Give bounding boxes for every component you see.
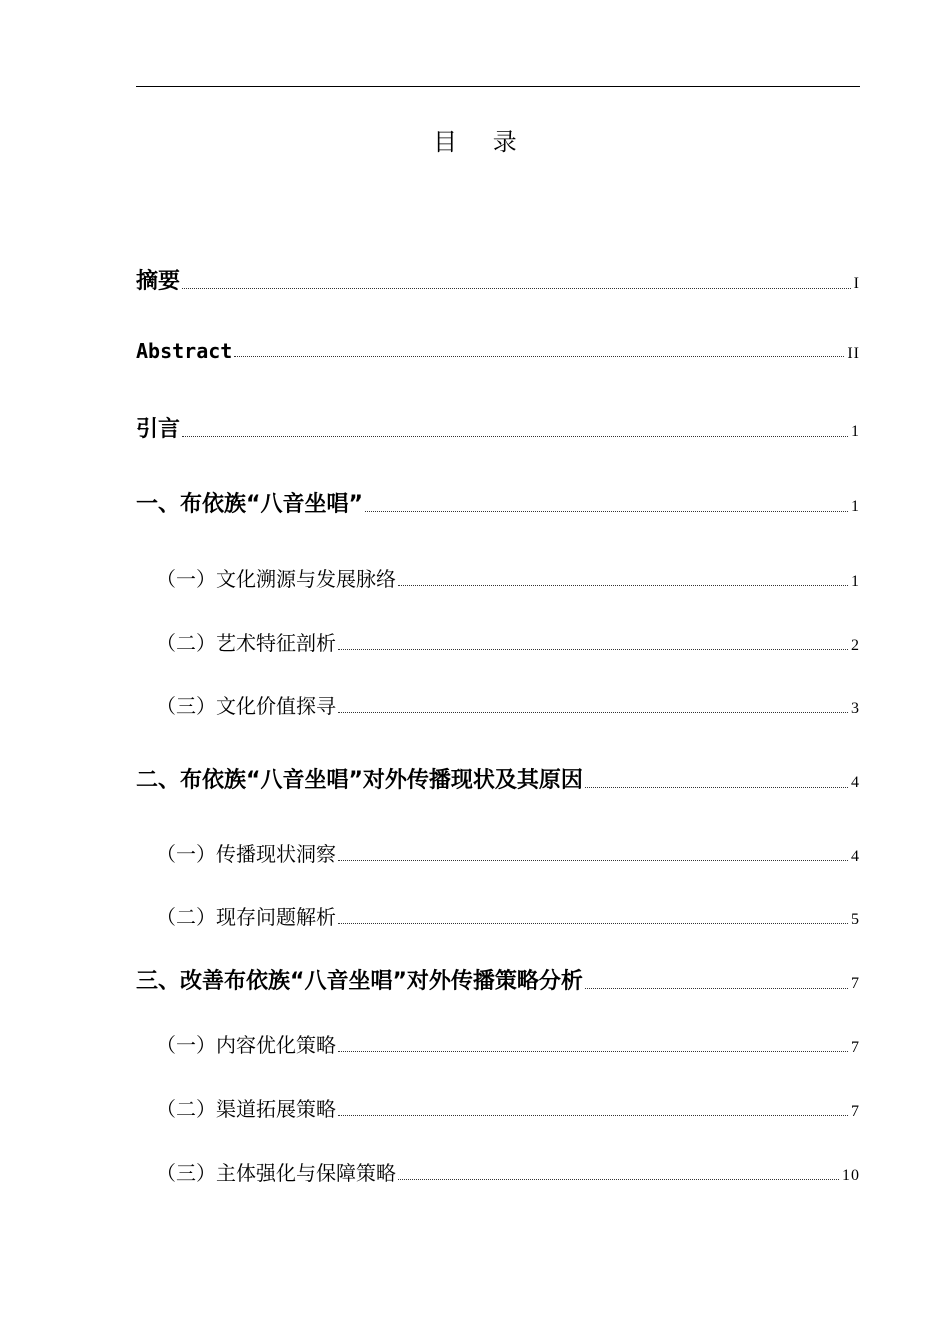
toc-entry-label: 引言 <box>136 417 181 442</box>
dot-leader <box>338 649 848 650</box>
toc-page-number: 3 <box>851 700 860 717</box>
toc-entry-abstract-en[interactable] <box>136 339 860 363</box>
toc-entry-label: （一）内容优化策略 <box>156 1033 336 1057</box>
dot-leader <box>338 1115 848 1116</box>
toc-entry-label: 三、改善布依族“八音坐唱”对外传播策略分析 <box>136 969 583 994</box>
toc-entry-introduction[interactable] <box>136 412 860 443</box>
toc-entry-label: Abstract <box>136 339 233 363</box>
toc-entry-label: 一、布依族“八音坐唱” <box>136 492 363 517</box>
header-rule <box>136 86 860 87</box>
toc-entry-section-3-3[interactable] <box>156 1157 860 1186</box>
toc-page-number: 1 <box>851 498 860 515</box>
toc-entry-label: 二、布依族“八音坐唱”对外传播现状及其原因 <box>136 768 583 793</box>
toc-entry-section-3-1[interactable] <box>156 1029 860 1058</box>
toc-entry-chapter-2[interactable] <box>136 763 860 794</box>
page-title: 目 录 <box>433 128 531 156</box>
toc-entry-label: （一）传播现状洞察 <box>156 842 336 866</box>
dot-leader <box>365 511 848 512</box>
toc-page-number: 7 <box>851 975 860 992</box>
toc-entry-section-1-1[interactable] <box>156 563 860 592</box>
dot-leader <box>234 356 844 357</box>
toc-entry-section-2-1[interactable] <box>156 838 860 867</box>
toc-page-number: 4 <box>851 848 860 865</box>
dot-leader <box>338 860 848 861</box>
toc-page-number: 1 <box>851 423 860 440</box>
dot-leader <box>398 1179 839 1180</box>
dot-leader <box>398 585 848 586</box>
toc-entry-label: （二）渠道拓展策略 <box>156 1097 336 1121</box>
toc-entry-label: （二）艺术特征剖析 <box>156 631 336 655</box>
dot-leader <box>338 712 848 713</box>
dot-leader <box>585 787 848 788</box>
toc-page-number: 7 <box>851 1039 860 1056</box>
toc-page-number: II <box>847 345 860 362</box>
toc-page-number: 7 <box>851 1103 860 1120</box>
toc-entry-label: （三）文化价值探寻 <box>156 694 336 718</box>
toc-page-number: 10 <box>842 1167 860 1184</box>
toc-entry-chapter-1[interactable] <box>136 487 860 518</box>
dot-leader <box>338 923 848 924</box>
toc-page-number: I <box>853 275 860 292</box>
toc-entry-section-1-3[interactable] <box>156 690 860 719</box>
toc-entry-label: （二）现存问题解析 <box>156 905 336 929</box>
toc-page-number: 2 <box>851 637 860 654</box>
toc-entry-section-2-2[interactable] <box>156 901 860 930</box>
toc-entry-label: （三）主体强化与保障策略 <box>156 1161 396 1185</box>
toc-entry-section-3-2[interactable] <box>156 1093 860 1122</box>
toc-entry-label: （一）文化溯源与发展脉络 <box>156 567 396 591</box>
dot-leader <box>338 1051 848 1052</box>
dot-leader <box>182 436 848 437</box>
toc-entry-chapter-3[interactable] <box>136 964 860 995</box>
toc-entry-abstract-cn[interactable] <box>136 264 860 295</box>
toc-page-number: 5 <box>851 911 860 928</box>
dot-leader <box>182 288 851 289</box>
toc-page-number: 4 <box>851 774 860 791</box>
toc-entry-section-1-2[interactable] <box>156 627 860 656</box>
toc-entry-label: 摘要 <box>136 269 181 294</box>
toc-page-number: 1 <box>851 573 860 590</box>
dot-leader <box>585 988 848 989</box>
